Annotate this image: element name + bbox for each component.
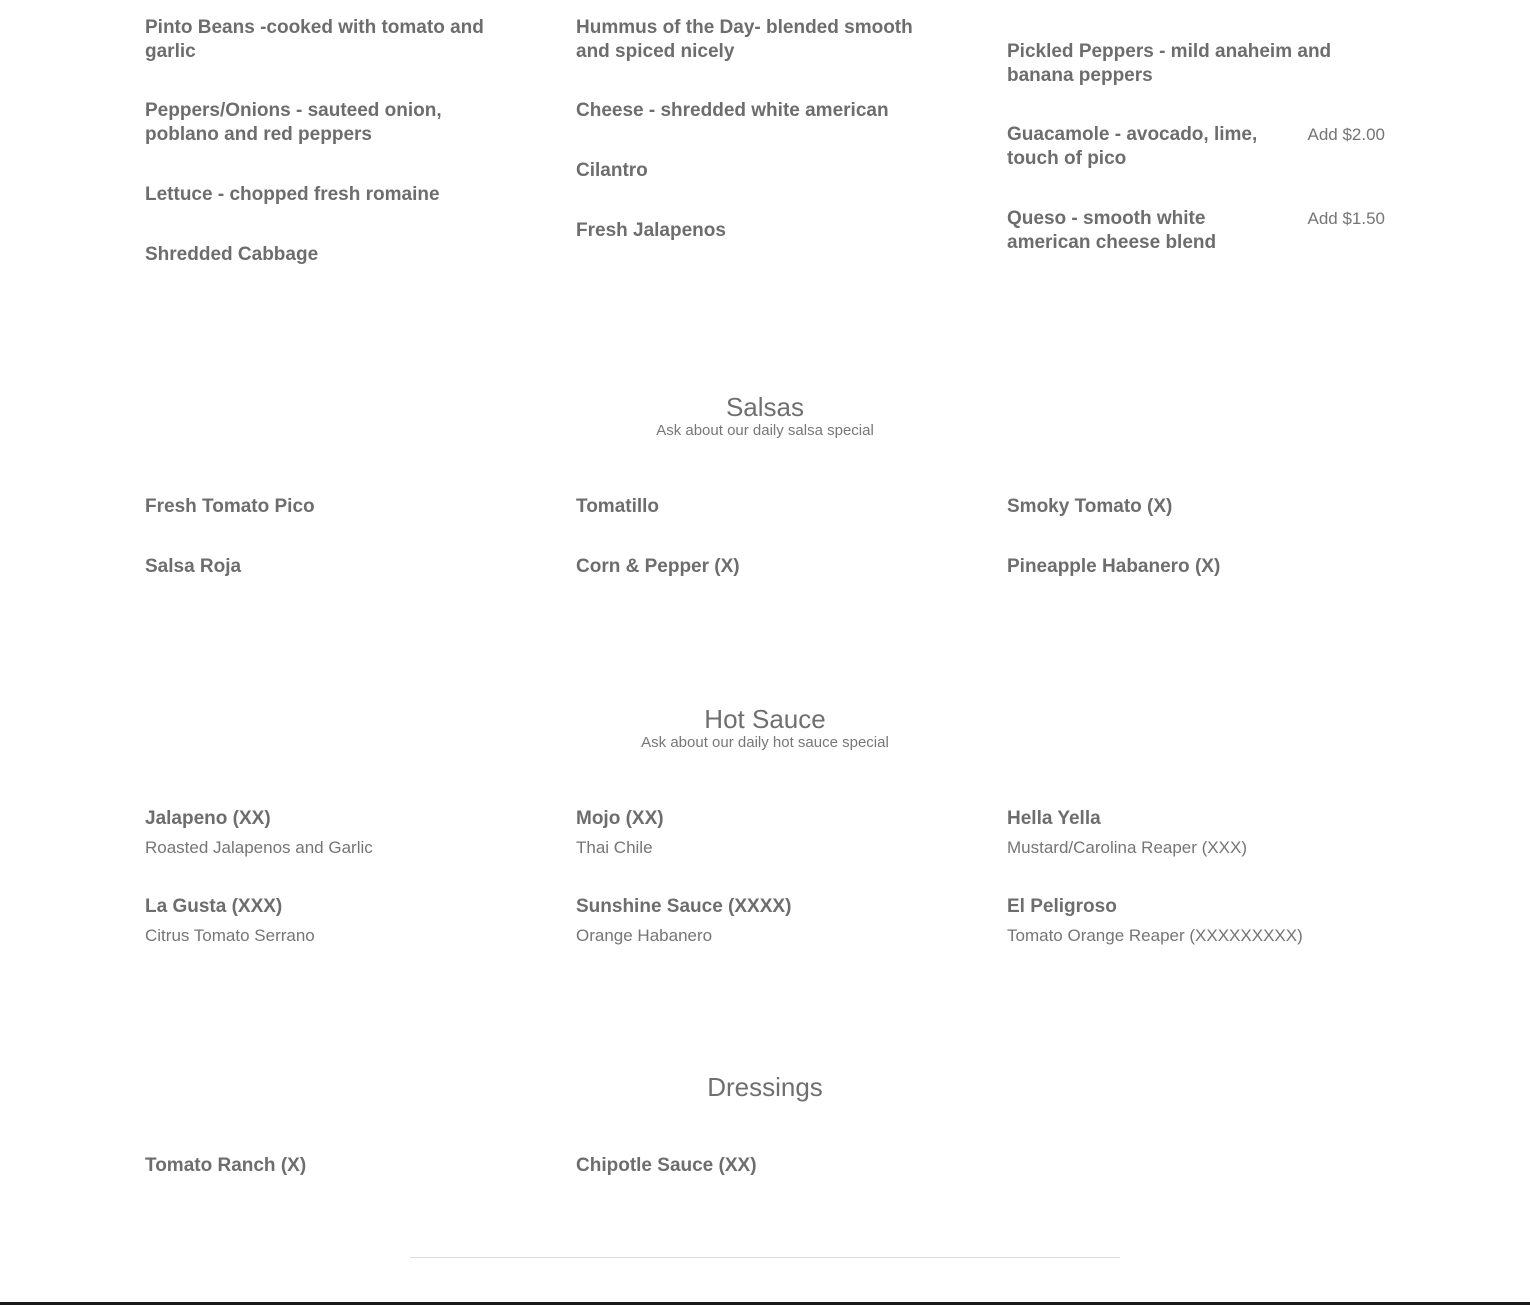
menu-item bbox=[145, 99, 505, 147]
menu-item bbox=[145, 16, 505, 64]
section-divider bbox=[410, 1257, 1120, 1258]
menu-item bbox=[1007, 207, 1385, 255]
item-description: Tomato Orange Reaper (XXXXXXXXX) bbox=[1007, 926, 1303, 945]
salsa-item: Fresh Tomato Pico bbox=[145, 496, 315, 517]
hot-sauce-item bbox=[145, 807, 373, 859]
item-name: Cheese - shredded white american bbox=[576, 100, 889, 121]
menu-item bbox=[145, 243, 505, 267]
section-title-salsas: Salsas bbox=[725, 392, 805, 422]
item-description: Orange Habanero bbox=[576, 926, 713, 945]
item-name: Mojo (XX) bbox=[576, 808, 664, 829]
item-name: Sunshine Sauce (XXXX) bbox=[576, 896, 792, 917]
menu-item bbox=[1007, 40, 1385, 88]
item-name: Shredded Cabbage bbox=[145, 244, 319, 265]
section-subtitle-salsas: Ask about our daily salsa special bbox=[656, 422, 874, 439]
item-name: Peppers/Onions - sauteed onion, poblano and red peppers bbox=[145, 100, 442, 145]
menu-item bbox=[1007, 123, 1385, 171]
item-description: Roasted Jalapenos and Garlic bbox=[145, 838, 373, 857]
salsa-item: Pineapple Habanero (X) bbox=[1007, 556, 1221, 577]
menu-item bbox=[576, 219, 936, 243]
menu-item bbox=[576, 99, 936, 123]
item-price: Add $2.00 bbox=[1307, 125, 1385, 144]
item-name: Pinto Beans -cooked with tomato and garlic bbox=[145, 17, 484, 62]
item-name: Jalapeno (XX) bbox=[145, 808, 271, 829]
item-name: Queso - smooth white american cheese blend bbox=[1007, 208, 1217, 253]
item-name: Guacamole - avocado, lime, touch of pico bbox=[1007, 124, 1258, 169]
salsa-item: Salsa Roja bbox=[145, 556, 242, 577]
salsa-item: Tomatillo bbox=[576, 496, 660, 517]
item-price: Add $1.50 bbox=[1307, 209, 1385, 228]
item-name: El Peligroso bbox=[1007, 896, 1117, 917]
salsa-item: Corn & Pepper (X) bbox=[576, 556, 740, 577]
hot-sauce-item bbox=[576, 807, 664, 859]
dressing-item: Tomato Ranch (X) bbox=[145, 1155, 307, 1176]
item-name: La Gusta (XXX) bbox=[145, 896, 283, 917]
section-title-hot-sauce: Hot Sauce bbox=[704, 704, 826, 734]
salsa-item: Smoky Tomato (X) bbox=[1007, 496, 1173, 517]
hot-sauce-item bbox=[1007, 895, 1303, 947]
section-title-dressings: Dressings bbox=[707, 1072, 823, 1102]
item-name: Fresh Jalapenos bbox=[576, 220, 726, 241]
item-name: Hella Yella bbox=[1007, 808, 1101, 829]
item-name: Hummus of the Day- blended smooth and spiced nicely bbox=[576, 17, 913, 62]
section-subtitle-hot-sauce: Ask about our daily hot sauce special bbox=[641, 734, 889, 751]
item-name: Pickled Peppers - mild anaheim and banana peppers bbox=[1007, 41, 1332, 86]
item-description: Thai Chile bbox=[576, 838, 653, 857]
item-name: Cilantro bbox=[576, 160, 648, 181]
menu-item bbox=[145, 183, 505, 207]
hot-sauce-item bbox=[576, 895, 791, 947]
hot-sauce-item bbox=[145, 895, 315, 947]
item-name: Lettuce - chopped fresh romaine bbox=[145, 184, 440, 205]
item-description: Mustard/Carolina Reaper (XXX) bbox=[1007, 838, 1247, 857]
menu-item bbox=[576, 16, 936, 64]
item-description: Citrus Tomato Serrano bbox=[145, 926, 315, 945]
dressing-item: Chipotle Sauce (XX) bbox=[576, 1155, 757, 1176]
hot-sauce-item bbox=[1007, 807, 1247, 859]
menu-item bbox=[576, 159, 936, 183]
